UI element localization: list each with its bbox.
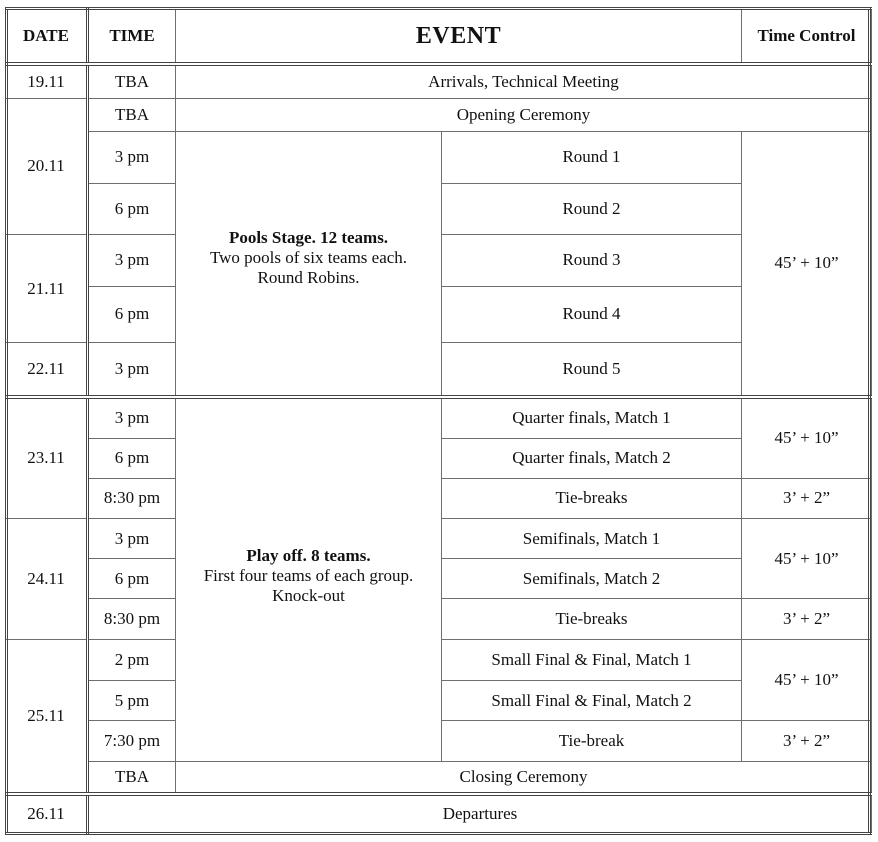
header-event: EVENT <box>176 9 742 64</box>
event-cell: Quarter finals, Match 2 <box>442 438 742 478</box>
pools-line1: Two pools of six teams each. <box>209 247 408 267</box>
table-row <box>6 131 872 183</box>
time-cell: 7:30 pm <box>88 721 176 762</box>
date-cell: 20.11 <box>6 98 88 235</box>
event-cell: Round 1 <box>442 131 742 183</box>
time-cell: TBA <box>88 64 176 98</box>
time-cell: 3 pm <box>88 131 176 183</box>
time-cell: TBA <box>88 98 176 131</box>
time-cell: 3 pm <box>88 342 176 396</box>
event-cell: Closing Ceremony <box>176 762 872 794</box>
event-cell: Round 2 <box>442 184 742 235</box>
event-cell: Tie-breaks <box>442 478 742 518</box>
date-cell: 21.11 <box>6 235 88 343</box>
time-control-cell: 3’ + 2” <box>742 599 872 639</box>
header-time: TIME <box>88 9 176 64</box>
time-cell: 8:30 pm <box>88 599 176 639</box>
time-cell: 2 pm <box>88 639 176 680</box>
schedule-table <box>5 7 872 835</box>
event-cell: Opening Ceremony <box>176 98 872 131</box>
header-row <box>6 9 872 64</box>
playoff-line1: First four teams of each group. <box>203 565 414 585</box>
table-row <box>6 397 872 438</box>
time-cell: 6 pm <box>88 184 176 235</box>
date-cell: 19.11 <box>6 64 88 98</box>
time-cell: 6 pm <box>88 438 176 478</box>
date-cell: 25.11 <box>6 639 88 794</box>
time-cell: 3 pm <box>88 519 176 559</box>
event-cell: Small Final & Final, Match 1 <box>442 639 742 680</box>
event-cell: Small Final & Final, Match 2 <box>442 680 742 720</box>
event-cell: Arrivals, Technical Meeting <box>176 64 872 98</box>
time-cell: 5 pm <box>88 680 176 720</box>
playoff-stage-cell <box>176 397 442 762</box>
date-cell: 26.11 <box>6 794 88 833</box>
time-control-cell: 45’ + 10” <box>742 519 872 599</box>
event-cell: Semifinals, Match 2 <box>442 559 742 599</box>
playoff-title: Play off. 8 teams. <box>246 545 371 565</box>
time-cell: TBA <box>88 762 176 794</box>
header-time-control: Time Control <box>742 9 872 64</box>
pools-line2: Round Robins. <box>257 267 360 287</box>
playoff-line2: Knock-out <box>272 585 345 605</box>
header-date: DATE <box>6 9 88 64</box>
time-control-cell: 3’ + 2” <box>742 721 872 762</box>
table-row <box>6 64 872 98</box>
event-cell: Semifinals, Match 1 <box>442 519 742 559</box>
table-row <box>6 98 872 131</box>
event-cell: Quarter finals, Match 1 <box>442 397 742 438</box>
pools-title: Pools Stage. 12 teams. <box>228 227 389 247</box>
date-cell: 22.11 <box>6 342 88 396</box>
time-cell: 3 pm <box>88 235 176 286</box>
event-cell: Round 4 <box>442 286 742 342</box>
time-control-cell: 45’ + 10” <box>742 639 872 720</box>
time-cell: 6 pm <box>88 559 176 599</box>
event-cell: Tie-breaks <box>442 599 742 639</box>
time-cell: 8:30 pm <box>88 478 176 518</box>
event-cell: Round 5 <box>442 342 742 396</box>
time-cell: 6 pm <box>88 286 176 342</box>
time-control-cell: 45’ + 10” <box>742 131 872 397</box>
time-cell: 3 pm <box>88 397 176 438</box>
date-cell: 23.11 <box>6 397 88 519</box>
event-cell: Round 3 <box>442 235 742 286</box>
table-row <box>6 794 872 833</box>
table-row <box>6 762 872 794</box>
event-cell: Tie-break <box>442 721 742 762</box>
time-control-cell: 45’ + 10” <box>742 397 872 478</box>
date-cell: 24.11 <box>6 519 88 640</box>
time-control-cell: 3’ + 2” <box>742 478 872 518</box>
event-cell: Departures <box>88 794 872 833</box>
pools-stage-cell <box>176 131 442 397</box>
